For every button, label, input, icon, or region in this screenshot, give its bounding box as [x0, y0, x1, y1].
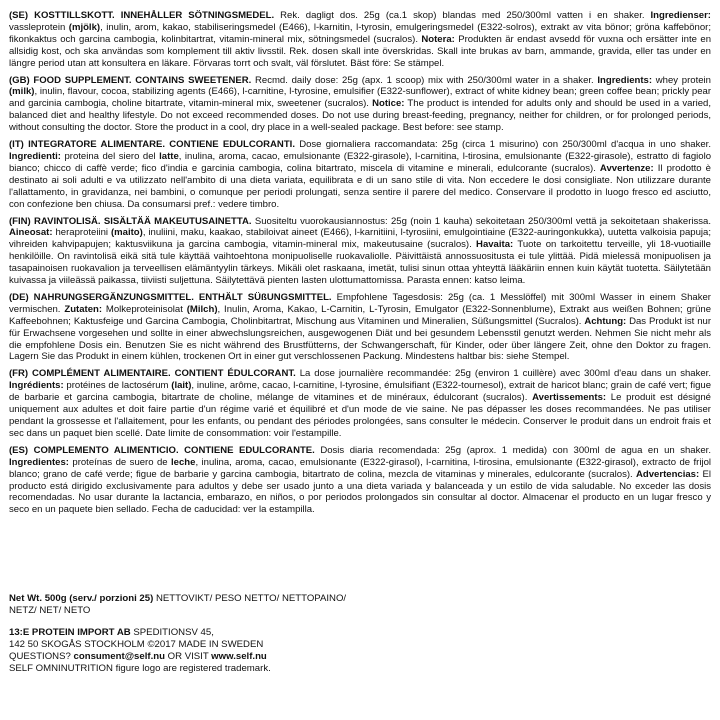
bold-label: Notera: [421, 33, 455, 45]
lang-block-it [9, 139, 711, 210]
body-text: whey protein [652, 74, 711, 86]
lang-block-es [9, 445, 711, 516]
body-text: , inulin, flavour, cocoa, stabilizing agents (E466), l-carnitine, l-tyrosine, emulsifier (E322-sunflower), extract of white kidney bean; green coffee bean; prickly pear and garcinia cambogia, choline bitartrate, vitamin-mineral mix, sweetener (sucralos). [9, 86, 711, 110]
body-text: , Inulin, Aroma, Kakao, L-Carnitin, L-Tyrosin, Emulgator (E322-Sonnenblume), Extrakt aus weißen Bohnen; grüne Kaffeebohnen; Kaktusfeige und Garcina Cambogia, Cholinbitartrat, Mischung aus Vitaminen und Mineralien, Süßungsmittel (Sucralos). [9, 303, 712, 327]
lang-heading: (FR) COMPLÉMENT ALIMENTAIRE. CONTIENT ÉDULCORANT. [9, 368, 296, 380]
net-weight-value: Net Wt. 500g (serv./ porzioni 25) [9, 593, 154, 605]
company-address-line2: 142 50 SKOGÅS STOCKHOLM ©2017 MADE IN SWEDEN [9, 638, 264, 650]
body-text: Tuote on tarkoitettu terveille, yli 18-vuotiaille henkilöille. On ravintolisä eikä sitä tule käyttää vaihtoehtona monipuoliselle ruokavaliolle. Päivittäistä annossuositusta ei tule ylittää. Pidä mielessä monipuolisen ja tasapainoisen ruokavalion ja terveellisen elämäntyylin tärkeys. Mikäli olet raskaana, imetät, tulisi sinun ottaa yhteyttä lääkäriin ennen kuin käytät tuotetta. Säilytetään kuivassa ja viileässä paikassa, tiiviisti suljettuna. Säilytettävä pienten lasten ulottumattomissa. Parasta ennen: katso leima. [9, 239, 711, 287]
bold-label: (mjölk) [68, 21, 101, 33]
lang-block-gb [9, 75, 711, 135]
bold-label: (milk) [9, 86, 35, 98]
trademark-notice: SELF OMNINUTRITION figure logo are registered trademark. [9, 662, 271, 674]
website-address: www.self.nu [211, 650, 267, 662]
lang-heading: (ES) COMPLEMENTO ALIMENTICIO. CONTIENE EDULCORANTE. [9, 444, 315, 456]
bold-label: (lait) [171, 380, 192, 392]
bold-label: Havaita: [476, 239, 514, 251]
bold-label: Ingredientes: [9, 456, 69, 468]
company-info [9, 627, 369, 675]
contact-email: consument@self.nu [73, 650, 165, 662]
body-text: El producto está dirigido exclusivamente para adultos y debe ser usado junto a una dieta variada y balanceada y un estilo de vida saludable. No exceder las dosis recomendadas. No usar durante la lactancia, embarazo, en niños, o por periodos prolongados sin consultar al doctor. Almacenar el producto en un lugar fresco y seco en un paquete bien sellado. Fecha de caducidad: ver la estampilla. [9, 468, 711, 516]
body-text: Dose giornaliera raccomandata: 25g (circa 1 misurino) con 250/300ml d'acqua in uno shaker. [294, 139, 711, 151]
bold-label: Notice: [372, 98, 405, 110]
bold-label: Ingredienti: [9, 150, 61, 162]
questions-label: QUESTIONS? [9, 650, 74, 662]
bold-label: (Milch) [186, 303, 218, 315]
net-weight-translations: NETTOVIKT/ PESO NETTO/ NETTOPAINO/ NETZ/ NET/ NETO [9, 593, 347, 617]
body-text: proteina del siero del [60, 150, 160, 162]
bold-label: Ingrédients: [9, 380, 64, 392]
body-text: Produkten är endast avsedd för vuxna och ersätter inte en allsidig kost, och ska användas som komplement till aktiv livsstil. Rek. dosen skall inte överskridas. Skall inte brukas av barn, ammande, gravida, eller tas under en längre period utan att konsultera en läkare. Förvaras torrt och svalt, väl förslutet. Bäst före: Se stämpel. [9, 33, 712, 69]
multilingual-label-text [9, 10, 711, 516]
bold-label: Avvertenze: [599, 162, 654, 174]
bold-label: Advertencias: [636, 468, 700, 480]
bold-label: (maito) [110, 227, 143, 239]
lang-heading: (SE) KOSTTILLSKOTT. INNEHÅLLER SÖTNINGSMEDEL. [9, 10, 275, 21]
bold-label: Aineosat: [9, 227, 53, 239]
body-text: The product is intended for adults only and should be used in a varied, balanced diet and healthy lifestyle. Do not exceed recommended doses. Do not use during breast-feeding, pregnancy, neither for children, or for prolonged periods, without consulting the doctor. Store the product in a cool, dry place in a well-sealed package. Best before: see stamp. [9, 98, 711, 134]
body-text: Empfohlene Tagesdosis: 25g (ca. 1 Messlöffel) mit 300ml Wasser in einem Shaker vermischen. [9, 291, 711, 315]
lang-heading: (GB) FOOD SUPPLEMENT. CONTAINS SWEETENER. [9, 74, 252, 86]
bold-label: Ingredients: [597, 74, 653, 86]
body-text: Le produit est désigné uniquement aux adultes et doit faire partie d'un régime varié et équilibré et d'un mode de vie saine. Ne pas dépasser les doses recommandées. Ne pas utiliser pendant la grossesse et l'allaitement, pour les enfants, ou pendant des périodes prolongées, sans consulter le médecin. Conserver le produit dans un endroit frais et sec dans un paquet bien scellé. Date limite de consommation: voir l'estampille. [9, 392, 711, 439]
body-text: Das Produkt ist nur für Erwachsene vorgesehen und sollte in einer abwechslungsreichen, ausgewogenen Diät und bei gesundem Lebensstil genutzt werden. Nehmen Sie nicht mehr als die empfohlene Dosis ein. Benutzen Sie es nicht während des Brustfütterns, der Schwangerschaft, für Kinder, oder über längere Zeit, ohne den Doktor zu fragen. Lagern Sie das Produkt in einem kühlen, trockenen Ort in einer gut verschlossenen Packung. Mindestens haltbar bis: siehe Stempel. [9, 315, 711, 363]
visit-label: OR VISIT [164, 650, 212, 662]
lang-heading: (DE) NAHRUNGSERGÄNZUNGSMITTEL. ENTHÄLT SÜßUNGSMITTEL. [9, 291, 332, 303]
lang-block-de [9, 292, 711, 363]
bold-label: Achtung: [584, 315, 627, 327]
body-text: Recmd. daily dose: 25g (apx. 1 scoop) mix with 250/300ml water in a shaker. [251, 74, 598, 86]
body-text: Rek. dagligt dos. 25g (ca.1 skop) blandas med 250/300ml vatten i en shaker. [274, 10, 651, 21]
body-text: La dose journalière recommandée: 25g (environ 1 cuillère) avec 300ml d'eau dans un shaker. [295, 368, 711, 380]
bold-label: leche [171, 456, 196, 468]
bold-label: Zutaten: [64, 303, 103, 315]
lang-block-se [9, 10, 711, 70]
blank-space [9, 521, 711, 593]
body-text: vassleprotein [9, 21, 69, 33]
body-text: proteínas de suero de [68, 456, 172, 468]
body-text: Il prodotto è destinato ai soli adulti e va utilizzato nell'ambito di una dieta variata, equilibrata e di un sano stile di vita. Non eccedere le dosi consigliate. Non utilizzare durante l'allattamento, in gravidanza, nei bambini, o comunque per periodi prolungati, senza sentire il parere del medico. Conservare il prodotto in luogo fresco ed asciutto, con confezione ben chiusa. Da consumarsi pref.: vedere timbro. [9, 162, 711, 210]
body-text: Molkeproteinisolat [102, 303, 187, 315]
body-text: Suositeltu vuorokausiannostus: 25g (noin 1 kauha) sekoitetaan 250/300ml vettä ja sekoitetaan shakerissa. [251, 215, 711, 227]
body-text: heraproteiini [52, 227, 111, 239]
body-text: , inulin, arom, kakao, stabiliseringsmedel (E466), l-karnitin, l-tyrosin, emulgeringsmedel (E322-solros), extrakt av vita bönor; gröna kaffebönor; fikonkaktus och garcina cambogia, kolinbitartrat, vitamin-mineral mix, sötningsmedel (sucralos). [9, 21, 711, 45]
bold-label: Avertissements: [532, 392, 607, 404]
body-text: protéines de lactosérum [63, 380, 172, 392]
body-text: , inulina, aroma, cacao, emulsionante (E322-girasole), l-carnitina, l-tirosina, emulsionante (E322-girasole), estratto di fagiolo bianco; chicco di caffè verde; fico d'india e garcinia cambogia, colina bitartrato, miscela di vitamine e minerali, edulcorante (sucralos). [9, 150, 712, 174]
lang-block-fin [9, 216, 711, 287]
net-weight-info [9, 593, 369, 617]
lang-block-fr [9, 368, 711, 439]
body-text: Dosis diaria recomendada: 25g (aprox. 1 medida) con 300ml de agua en un shaker. [314, 444, 711, 456]
bold-label: latte [159, 150, 179, 162]
lang-heading: (FIN) RAVINTOLISÄ. SISÄLTÄÄ MAKEUTUSAINETTA. [9, 215, 252, 227]
bold-label: Ingredienser: [650, 10, 711, 21]
company-name: 13:E PROTEIN IMPORT AB [9, 627, 131, 639]
lang-heading: (IT) INTEGRATORE ALIMENTARE. CONTIENE EDULCORANTI. [9, 139, 295, 151]
company-address-line1: SPEDITIONSV 45, [130, 627, 214, 639]
body-text: , inulina, aroma, cacao, emulsionante (E322-girasol), l-carnitina, l-tirosina, emulsionante (E322-girasol), extracto de frijol blanco; grano de café verde; figue de barbarie y garcina cambogia, bitartrato de colina, mezcla de vitaminas y minerales, edulcorante (sucralos). [9, 456, 712, 480]
body-text: , inuliini, maku, kaakao, stabiloivat aineet (E466), l-karnitiini, l-tyrosiini, emulgointiaine (E322-auringonkukka), uutetta valkoisia papuja; vihreiden kahvipapujen; kaktusviikuna ja garcina cambogia, vitamin-mineral mix, makeutusaine (sucralos). [9, 227, 711, 251]
body-text: , inuline, arôme, cacao, l-carnitine, l-tyrosine, émulsifiant (E322-tournesol), extrait de haricot blanc; grain de café vert; figue de barbarie et garcina cambogia, bitartrate de choline, mélange de vitamines et de minéraux, édulcorant (sucralos). [9, 380, 712, 404]
